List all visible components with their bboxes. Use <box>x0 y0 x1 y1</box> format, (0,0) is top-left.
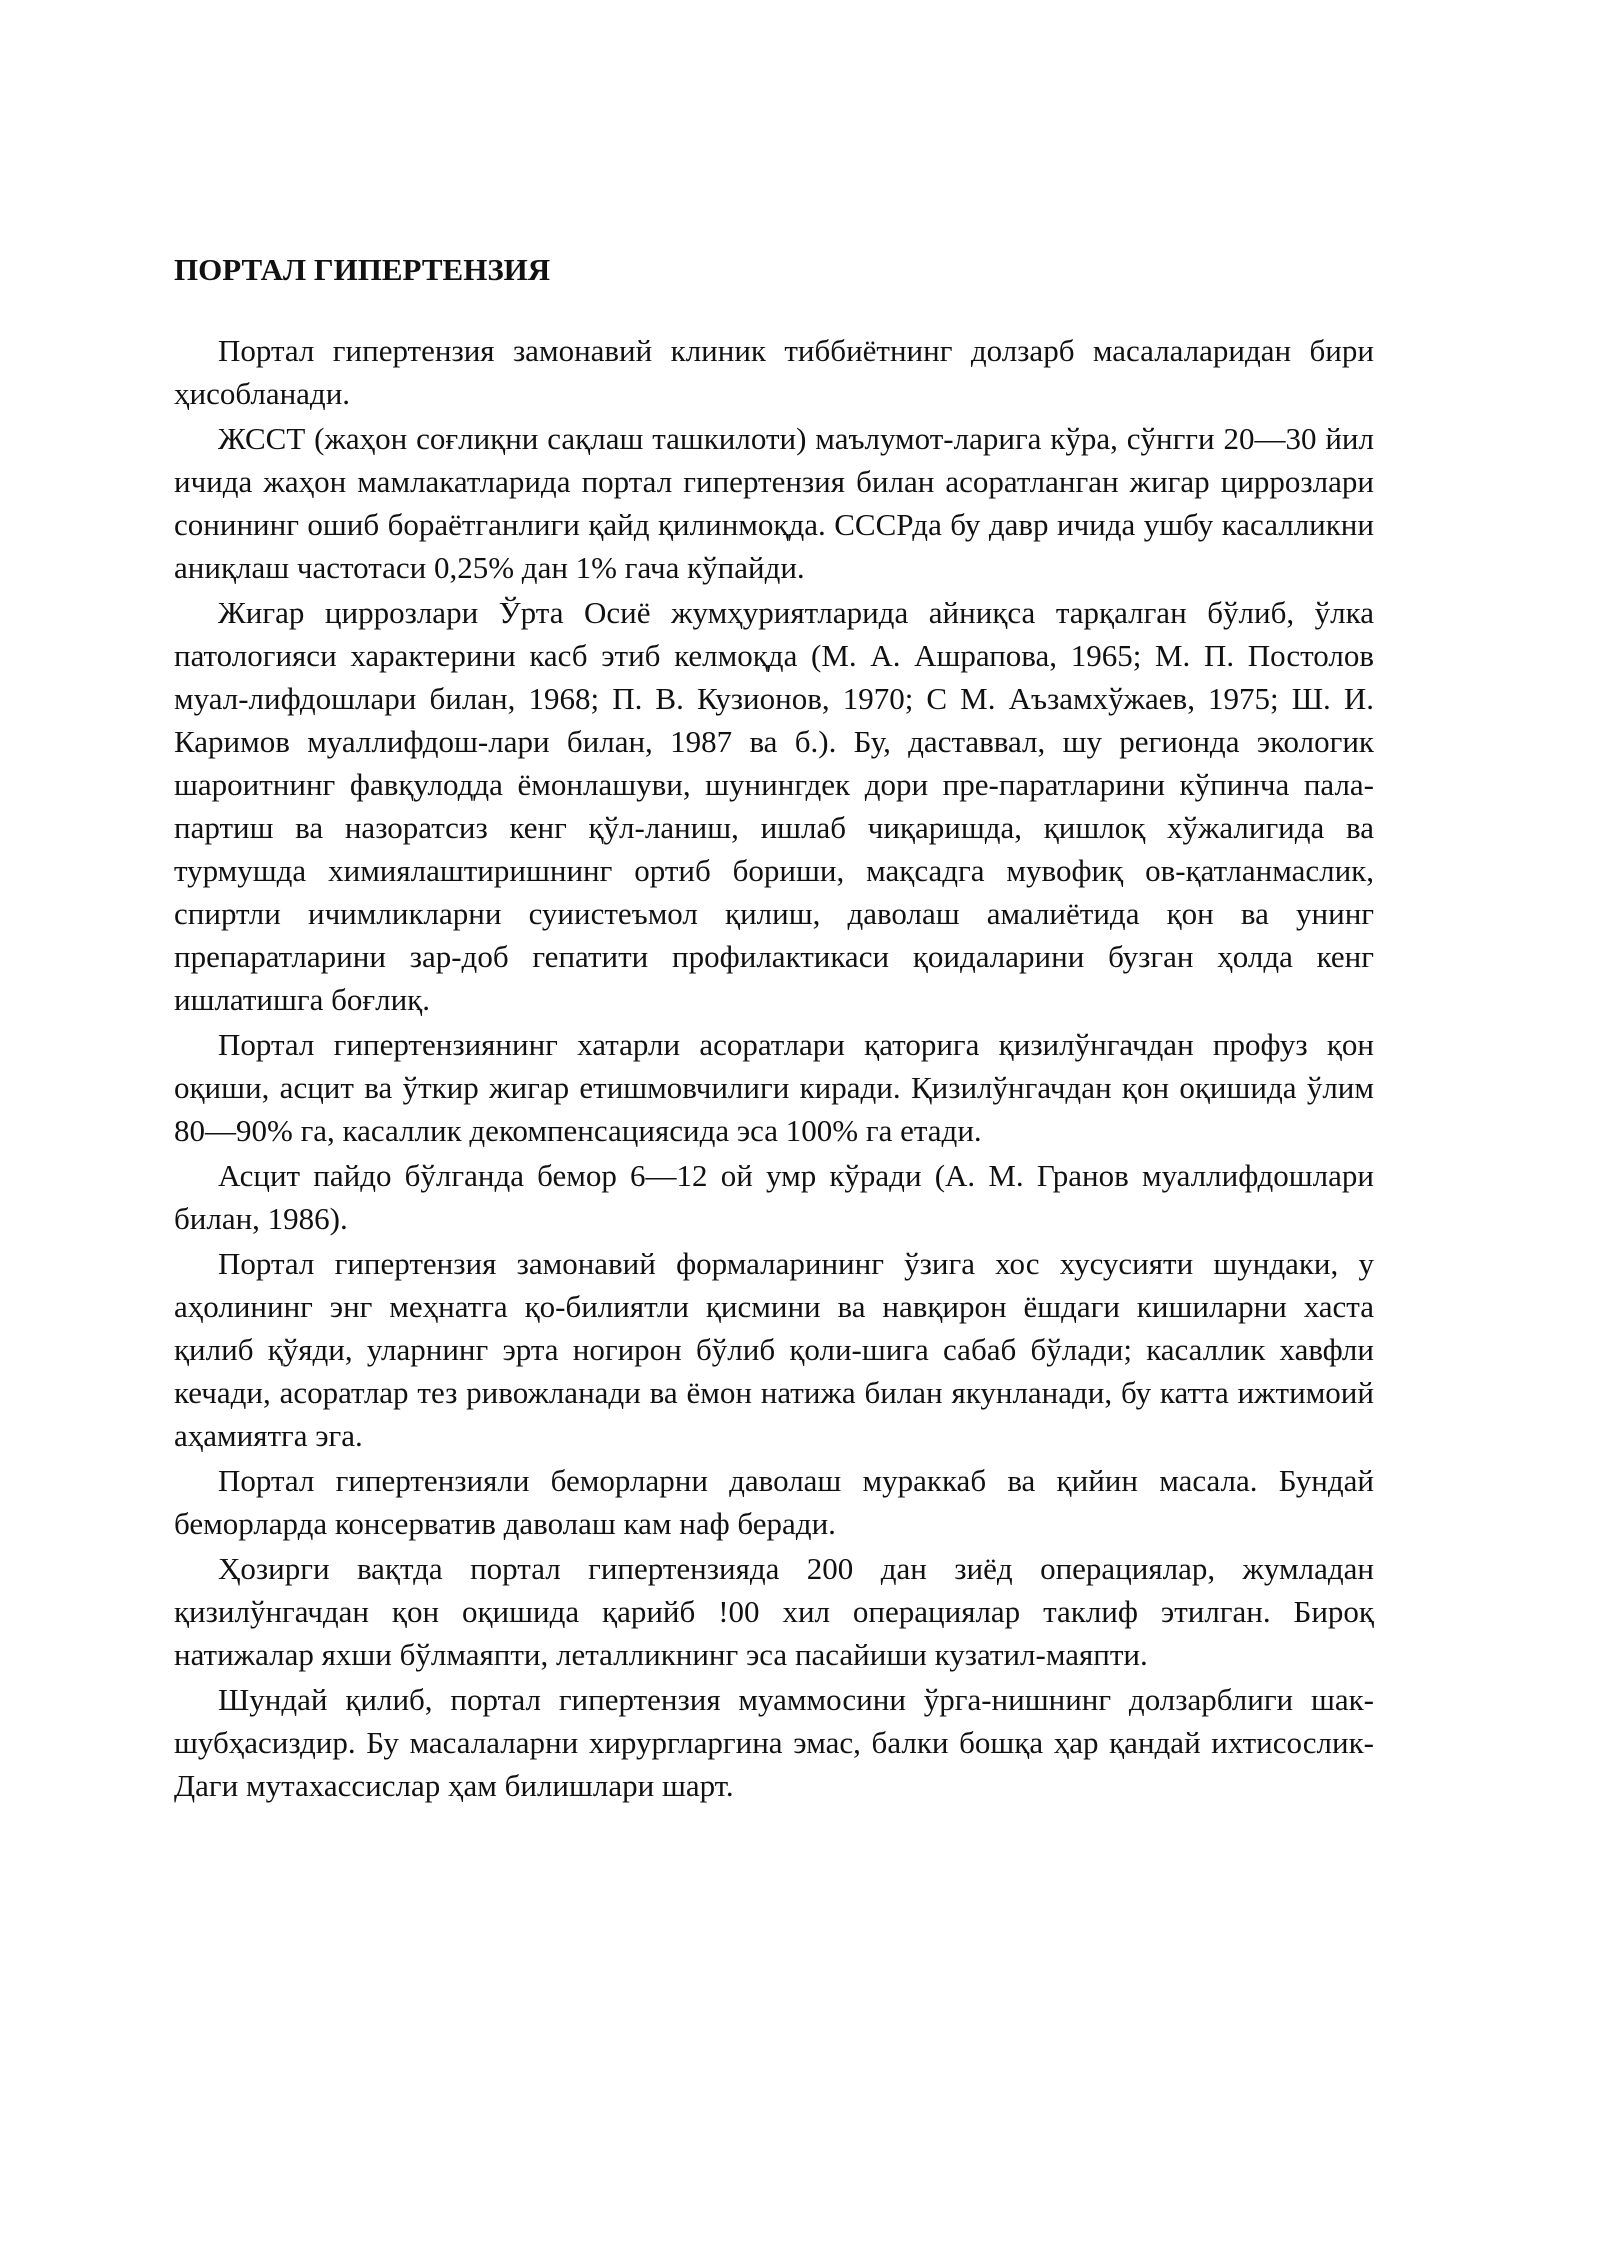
paragraph: Ҳозирги вақтда портал гипертензияда 200 дан зиёд операциялар, жумладан қизилўнгачдан қон оқишида қарийб !00 хил операциялар таклиф этилган. Бироқ натижалар яхши бўлмаяпти, леталликнинг эса пасайиши кузатил-маяпти. <box>174 1551 1374 1672</box>
paragraph: Асцит пайдо бўлганда бемор 6—12 ой умр кўради (А. М. Гранов муаллифдошлари билан, 1986). <box>174 1158 1374 1236</box>
paragraph: Портал гипертензия замонавий клиник тиббиётнинг долзарб масалаларидан бири ҳисобланади. <box>174 333 1374 411</box>
paragraph: ЖССТ (жаҳон соғлиқни сақлаш ташкилоти) маълумот-ларига кўра, сўнгги 20—30 йил ичида жаҳон мамлакатларида портал гипертензия билан асоратланган жигар циррозлари сонининг ошиб бораётганлиги қайд қилинмоқда. СССРда бу давр ичида ушбу касалликни аниқлаш частотаси 0,25% дан 1% гача кўпайди. <box>174 421 1374 585</box>
document-title: ПОРТАЛ ГИПЕРТЕНЗИЯ <box>174 252 551 287</box>
paragraph: Портал гипертензия замонавий формаларининг ўзига хос хусусияти шундаки, у аҳолининг энг меҳнатга қо-билиятли қисмини ва навқирон ёшдаги кишиларни хаста қилиб қўяди, уларнинг эрта ногирон бўлиб қоли-шига сабаб бўлади; касаллик хавфли кечади, асоратлар тез ривожланади ва ёмон натижа билан якунланади, бу катта ижтимоий аҳамиятга эга. <box>174 1246 1374 1453</box>
paragraph: Жигар циррозлари Ўрта Осиё жумҳуриятларида айниқса тарқалган бўлиб, ўлка патологияси характерини касб этиб келмоқда (М. А. Ашрапова, 1965; М. П. Постолов муал-лифдошлари билан, 1968; П. В. Кузионов, 1970; С М. Аъзамхўжаев, 1975; Ш. И. Каримов муаллифдош-лари билан, 1987 ва б.). Бу, даставвал, шу регионда экологик шароитнинг фавқулодда ёмонлашуви, шунингдек дори пре-паратларини кўпинча пала-партиш ва назоратсиз кенг қўл-ланиш, ишлаб чиқаришда, қишлоқ хўжалигида ва турмушда химиялаштиришнинг ортиб бориши, мақсадга мувофиқ ов-қатланмаслик, спиртли ичимликларни суиистеъмол қилиш, даволаш амалиётида қон ва унинг препаратларини зар-доб гепатити профилактикаси қоидаларини бузган ҳолда кенг ишлатишга боғлиқ. <box>174 595 1374 1017</box>
paragraph: Портал гипертензияли беморларни даволаш мураккаб ва қийин масала. Бундай беморларда консерватив даволаш кам наф беради. <box>174 1463 1374 1541</box>
document-page <box>174 248 1374 1809</box>
paragraph: Шундай қилиб, портал гипертензия муаммосини ўрга-нишнинг долзарблиги шак-шубҳасиздир. Бу масалаларни хирургларгина эмас, балки бошқа ҳар қандай ихтисослик-Даги мутахассислар ҳам билишлари шарт. <box>174 1682 1374 1803</box>
paragraph: Портал гипертензиянинг хатарли асоратлари қаторига қизилўнгачдан профуз қон оқиши, асцит ва ўткир жигар етишмовчилиги киради. Қизилўнгачдан қон оқишида ўлим 80—90% га, касаллик декомпенсациясида эса 100% га етади. <box>174 1027 1374 1148</box>
